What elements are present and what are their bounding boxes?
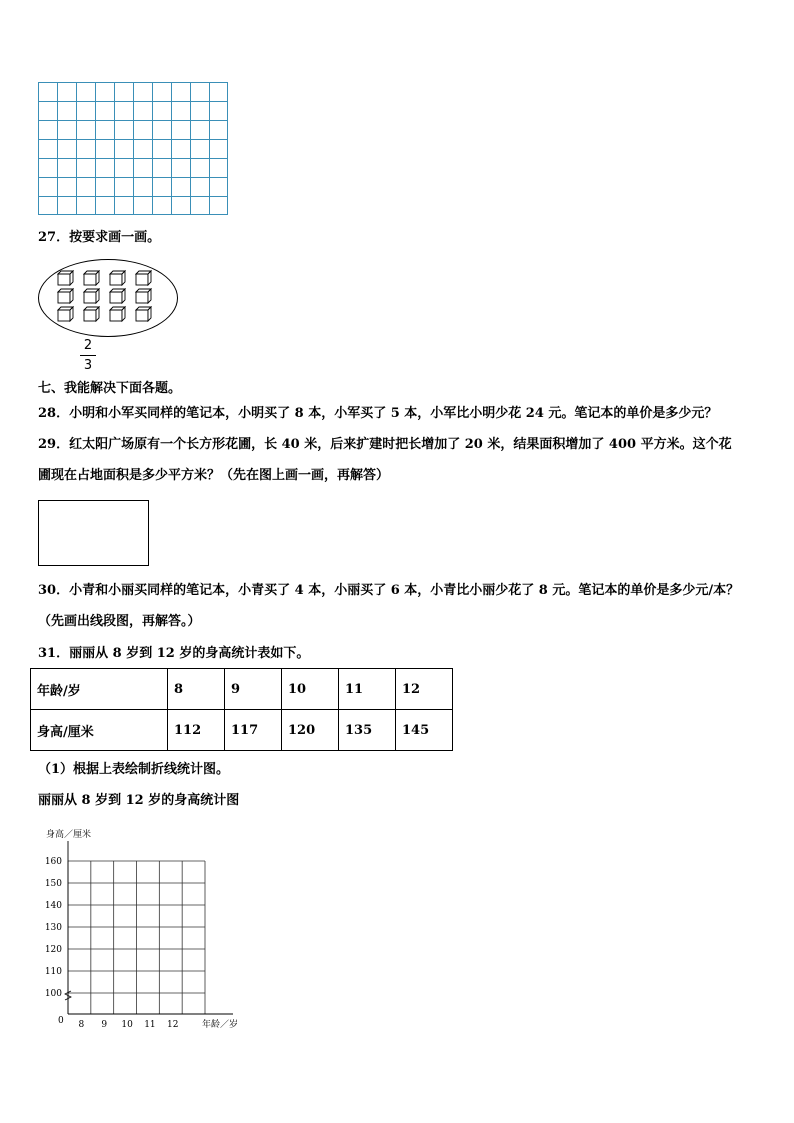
question-29-line1: 29．红太阳广场原有一个长方形花圃，长 40 米，后来扩建时把长增加了 20 米，结果面积增加了 400 平方米。这个花 — [38, 437, 732, 452]
table-cell: 112 — [168, 710, 225, 751]
y-tick-label: 160 — [44, 857, 62, 867]
x-tick-label: 8 — [78, 1020, 85, 1030]
y-tick-label: 130 — [44, 923, 62, 933]
table-cell: 12 — [396, 669, 453, 710]
table-cell: 11 — [339, 669, 396, 710]
x-tick-label: 9 — [101, 1020, 108, 1030]
y-tick-label: 110 — [44, 967, 62, 977]
table-cell: 8 — [168, 669, 225, 710]
table-header-height: 身高/厘米 — [31, 710, 168, 751]
y-tick-label: 120 — [44, 945, 62, 955]
fraction-numerator: 2 — [83, 338, 93, 353]
chart-grid — [65, 841, 233, 1014]
chart-labels — [45, 828, 238, 1030]
x-tick-label: 11 — [144, 1020, 156, 1030]
chart-caption: 丽丽从 8 岁到 12 岁的身高统计图 — [38, 793, 240, 808]
question-28: 28．小明和小军买同样的笔记本，小明买了 8 本，小军买了 5 本，小军比小明少花 24 元。笔记本的单价是多少元？ — [38, 406, 718, 421]
section-7-title: 七、我能解决下面各题。 — [38, 381, 182, 396]
table-header-age: 年龄/岁 — [31, 669, 168, 710]
y-tick-label: 100 — [44, 989, 62, 999]
table-cell: 145 — [396, 710, 453, 751]
question-31: 31．丽丽从 8 岁到 12 岁的身高统计表如下。 — [38, 646, 310, 661]
question-31-sub1: （1）根据上表绘制折线统计图。 — [38, 762, 230, 777]
y-tick-label: 140 — [44, 901, 62, 911]
question-29-line2: 圃现在占地面积是多少平方米？（先在图上画一画，再解答） — [38, 468, 390, 483]
table-cell: 117 — [225, 710, 282, 751]
y-tick-label: 150 — [44, 879, 62, 889]
question-27: 27．按要求画一画。 — [38, 230, 161, 245]
fraction-denominator: 3 — [83, 358, 93, 373]
x-tick-label: 12 — [167, 1020, 179, 1030]
x-axis-label: 年龄／岁 — [202, 1020, 239, 1030]
question-30-line2: （先画出线段图，再解答。） — [38, 614, 201, 629]
table-cell: 135 — [339, 710, 396, 751]
origin-label: 0 — [58, 1016, 64, 1026]
axis-break-icon — [65, 991, 71, 1000]
question-30-line1: 30．小青和小丽买同样的笔记本，小青买了 4 本，小丽买了 6 本，小青比小丽少花了 8 元。笔记本的单价是多少元/本？ — [38, 583, 740, 598]
y-axis-label: 身高／厘米 — [46, 830, 92, 840]
table-cell: 120 — [282, 710, 339, 751]
table-cell: 9 — [225, 669, 282, 710]
x-tick-label: 10 — [121, 1020, 133, 1030]
table-cell: 10 — [282, 669, 339, 710]
